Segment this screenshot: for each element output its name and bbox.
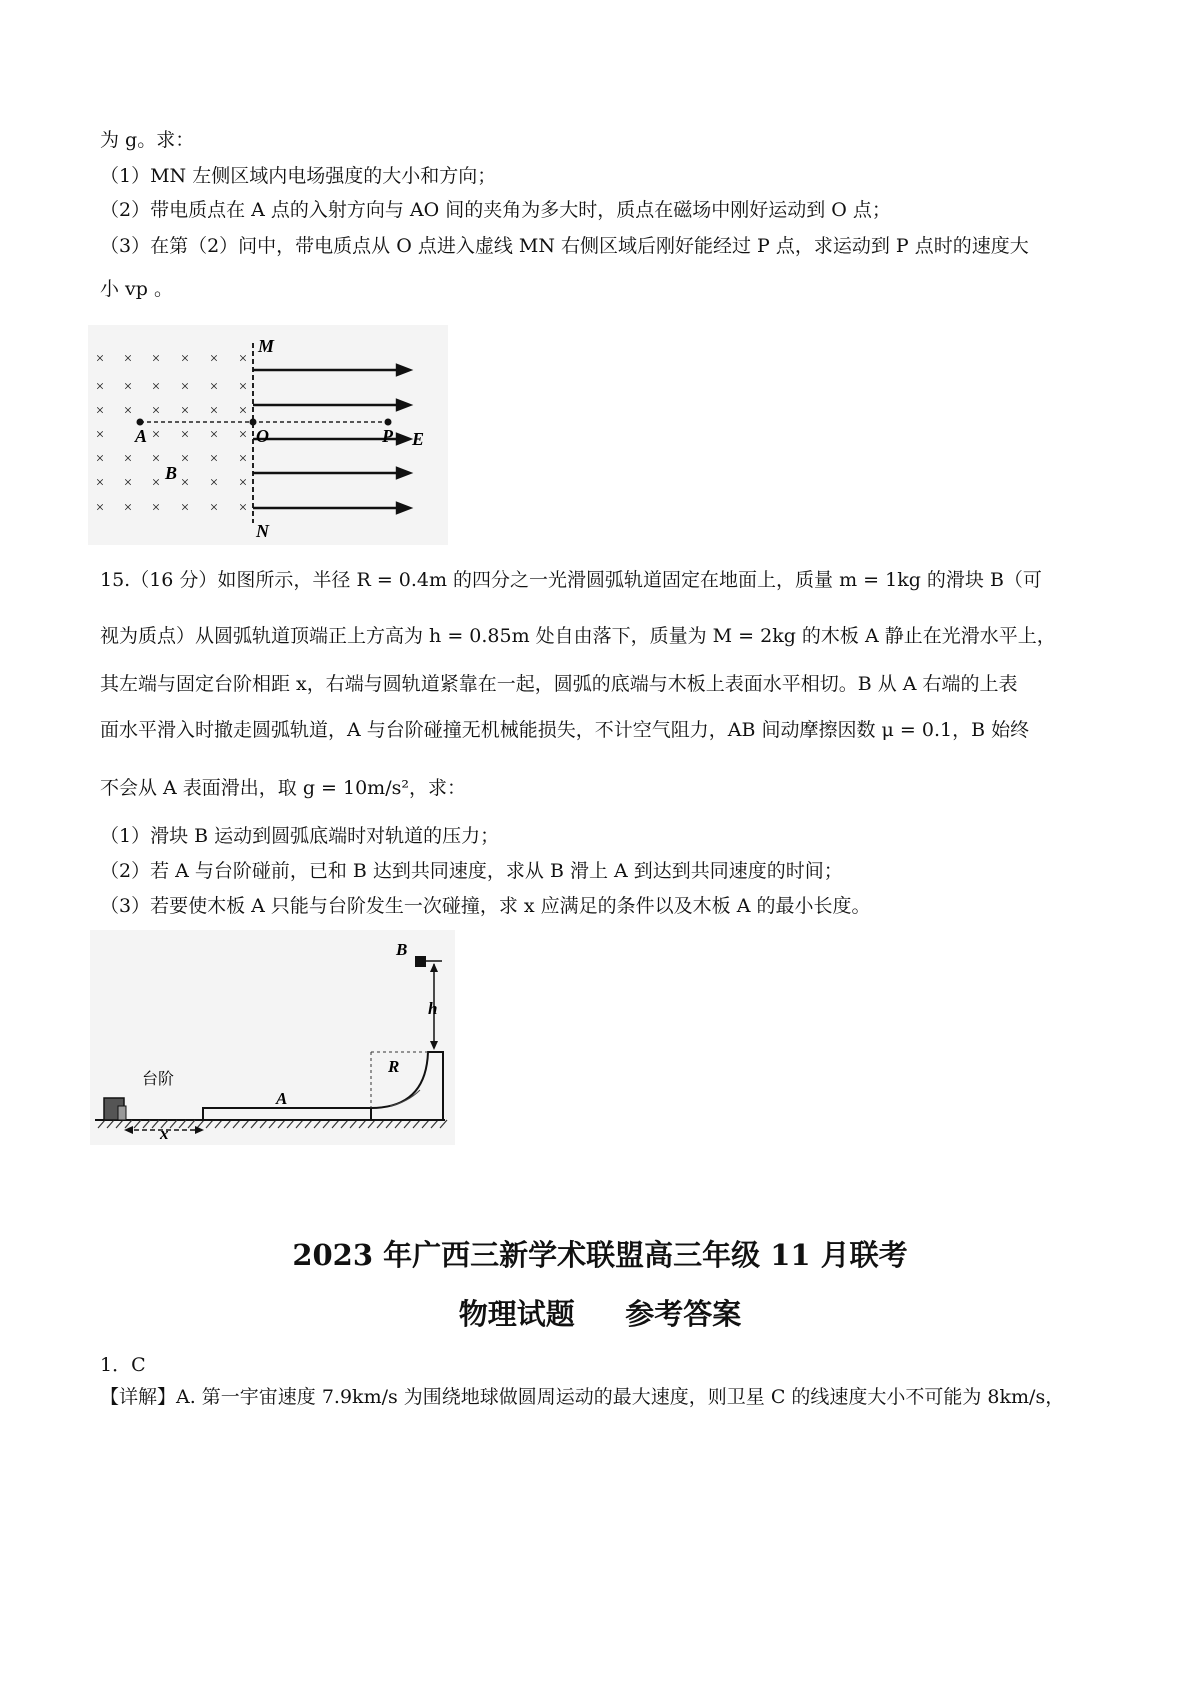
field-cross: × (209, 451, 219, 467)
q15-line3: 其左端与固定台阶相距 x，右端与圆轨道紧靠在一起，圆弧的底端与木板上表面水平相切。B 从 A 右端的上表 (100, 673, 1018, 695)
field-cross: × (151, 427, 161, 443)
q14-sub2: （2）带电质点在 A 点的入射方向与 AO 间的夹角为多大时，质点在磁场中刚好运动到 O 点； (100, 199, 891, 221)
field-cross: × (180, 427, 190, 443)
field-cross: × (209, 427, 219, 443)
field-cross: × (238, 427, 248, 443)
q15-line4: 面水平滑入时撤走圆弧轨道，A 与台阶碰撞无机械能损失，不计空气阻力，AB 间动摩擦因数 μ = 0.1，B 始终 (100, 719, 1030, 741)
field-cross: × (238, 451, 248, 467)
label-N: N (256, 521, 269, 541)
label-A: A (135, 426, 148, 446)
q14-intro: 为 g。求： (100, 129, 195, 151)
field-cross: × (180, 500, 190, 516)
field-cross: × (180, 403, 190, 419)
field-diagram (88, 325, 448, 545)
field-cross: × (151, 403, 161, 419)
field-cross: × (123, 451, 133, 467)
label-O: O (256, 426, 269, 446)
point-A-dot (137, 419, 144, 426)
label-h: h (428, 999, 438, 1018)
field-cross: × (123, 379, 133, 395)
field-cross: × (238, 475, 248, 491)
label-E: E (412, 429, 425, 449)
label-step: 台阶 (142, 1071, 175, 1088)
field-cross: × (95, 379, 105, 395)
label-B: B (165, 463, 178, 483)
q15-sub3: （3）若要使木板 A 只能与台阶发生一次碰撞，求 x 应满足的条件以及木板 A 的最小长度。 (100, 895, 871, 917)
field-cross: × (95, 427, 105, 443)
q15-line5: 不会从 A 表面滑出，取 g = 10m/s²，求： (100, 777, 466, 799)
field-cross: × (209, 500, 219, 516)
field-cross: × (123, 351, 133, 367)
field-cross: × (123, 403, 133, 419)
field-cross: × (151, 351, 161, 367)
field-cross: × (209, 379, 219, 395)
field-cross: × (95, 403, 105, 419)
q15-sub1: （1）滑块 B 运动到圆弧底端时对轨道的压力； (100, 825, 500, 847)
field-cross: × (151, 451, 161, 467)
field-cross: × (123, 475, 133, 491)
field-cross: × (238, 500, 248, 516)
field-cross: × (238, 351, 248, 367)
label-R: R (388, 1057, 400, 1076)
field-cross: × (151, 500, 161, 516)
answer-detail-1: 【详解】A. 第一宇宙速度 7.9km/s 为围绕地球做圆周运动的最大速度，则卫星 C 的线速度大小不可能为 8km/s， (100, 1386, 1065, 1408)
field-cross: × (209, 403, 219, 419)
label-B: B (396, 940, 408, 959)
field-cross: × (151, 475, 161, 491)
point-O-dot (250, 419, 257, 426)
field-cross: × (238, 379, 248, 395)
field-cross: × (95, 351, 105, 367)
q14-sub3-line1: （3）在第（2）问中，带电质点从 O 点进入虚线 MN 右侧区域后刚好能经过 P 点，求运动到 P 点时的速度大 (100, 235, 1029, 257)
field-cross: × (180, 379, 190, 395)
label-A: A (276, 1089, 288, 1108)
q14-sub1: （1）MN 左侧区域内电场强度的大小和方向； (100, 165, 497, 187)
field-cross: × (95, 475, 105, 491)
field-cross: × (123, 500, 133, 516)
answers-title: 2023 年广西三新学术联盟高三年级 11 月联考 (292, 1238, 908, 1272)
label-M: M (258, 336, 275, 356)
point-P-dot (385, 419, 392, 426)
track-diagram (90, 930, 455, 1145)
field-cross: × (95, 500, 105, 516)
label-P: P (382, 426, 393, 446)
field-cross: × (95, 451, 105, 467)
answer-item-1: 1．C (100, 1354, 146, 1376)
answers-subtitle: 物理试题 参考答案 (458, 1297, 742, 1331)
q15-line1: 15.（16 分）如图所示，半径 R = 0.4m 的四分之一光滑圆弧轨道固定在地面上，质量 m = 1kg 的滑块 B（可 (100, 569, 1042, 591)
field-cross: × (151, 379, 161, 395)
field-cross: × (209, 351, 219, 367)
q15-line2: 视为质点）从圆弧轨道顶端正上方高为 h = 0.85m 处自由落下，质量为 M = 2kg 的木板 A 静止在光滑水平上， (100, 625, 1056, 647)
q14-sub3-line2: 小 vp 。 (100, 278, 173, 300)
field-cross: × (180, 351, 190, 367)
field-cross: × (209, 475, 219, 491)
q15-sub2: （2）若 A 与台阶碰前，已和 B 达到共同速度，求从 B 滑上 A 到达到共同速度的时间； (100, 860, 843, 882)
field-cross: × (180, 475, 190, 491)
label-x: x (160, 1124, 169, 1143)
field-cross: × (238, 403, 248, 419)
field-cross: × (180, 451, 190, 467)
